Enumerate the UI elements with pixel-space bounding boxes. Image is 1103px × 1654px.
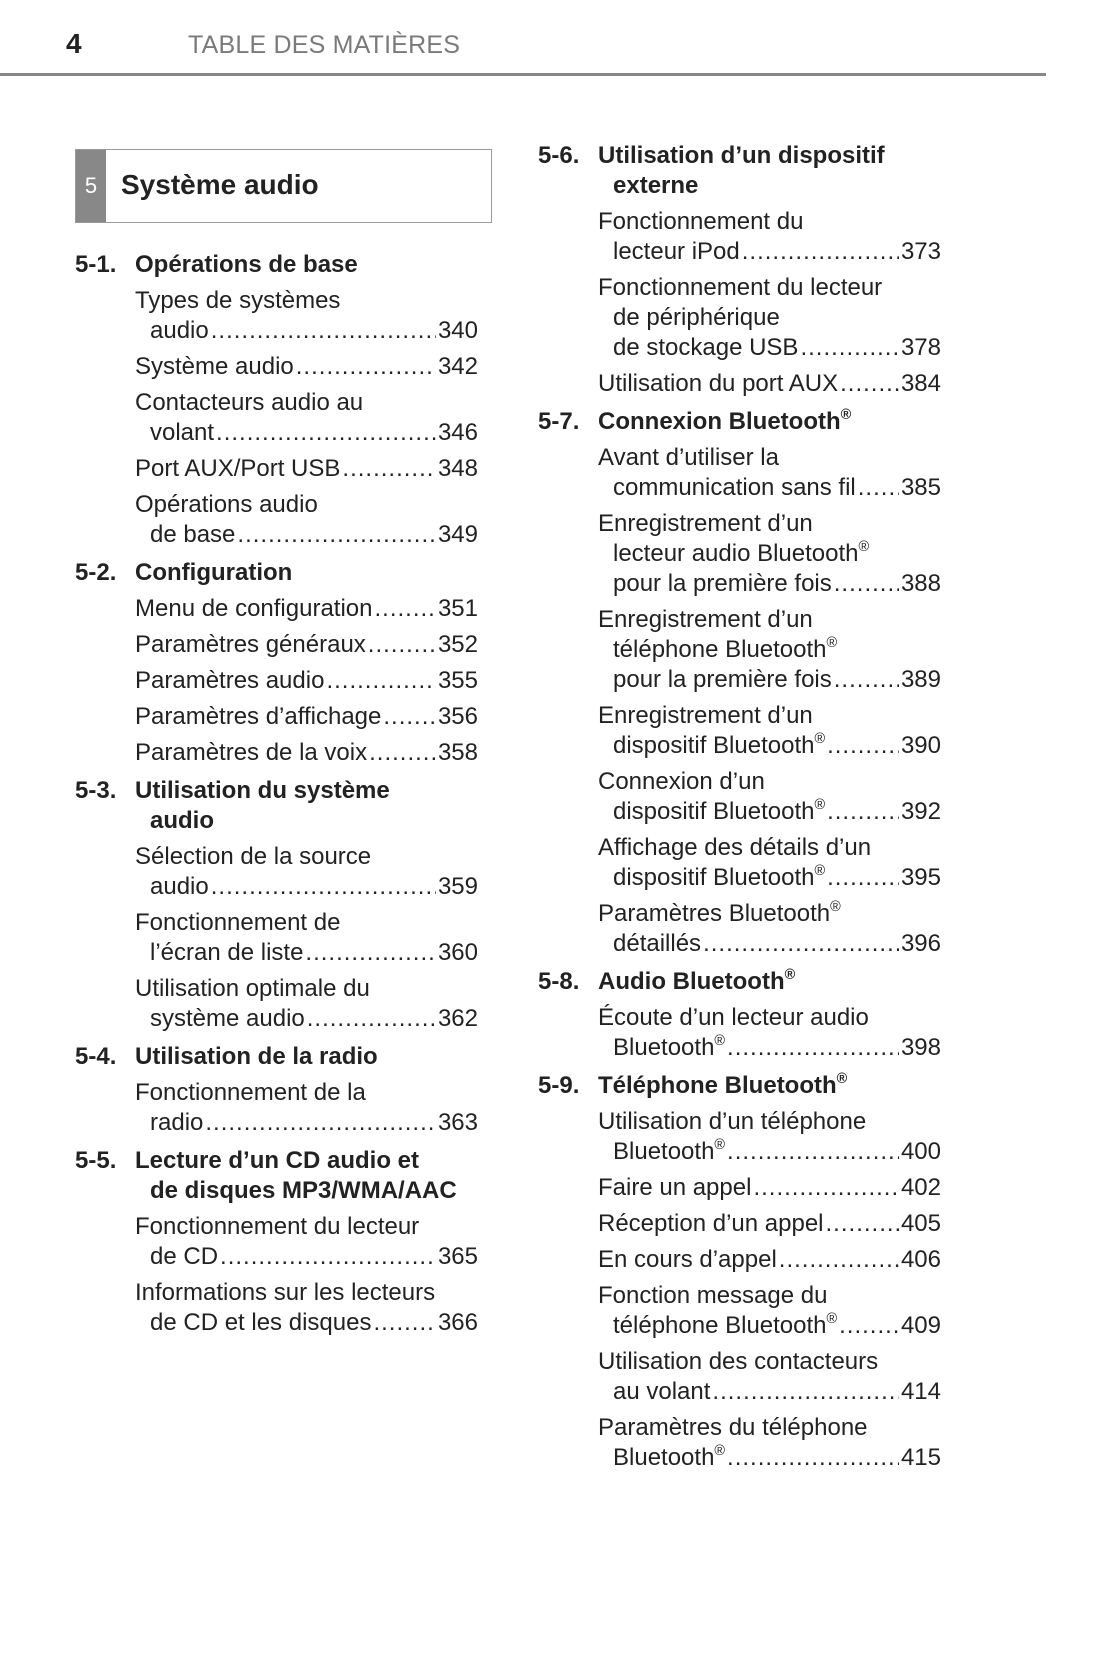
entry-page-number: 355 [437, 667, 478, 694]
entry-text-line: Menu de configuration [135, 595, 373, 622]
entry-last-line [598, 797, 941, 827]
section-heading[interactable] [75, 1146, 478, 1206]
dot-leader [827, 797, 899, 827]
entry-last-line [135, 418, 478, 448]
section-number: 5-8. [538, 968, 580, 995]
entry-last-line [135, 738, 478, 768]
entry-text-line: audio [150, 317, 209, 344]
section-heading[interactable] [75, 776, 478, 836]
section-title-line: Audio Bluetooth® [598, 966, 796, 995]
entry-text-line: Enregistrement d’un [598, 702, 813, 729]
section-title [598, 1071, 941, 1101]
dot-leader [369, 738, 436, 768]
section-title-line: externe [613, 172, 699, 199]
entry-page-number: 385 [900, 474, 941, 501]
toc-entry[interactable] [135, 454, 478, 484]
entry-last-line [135, 1004, 478, 1034]
entry-page-number: 358 [437, 739, 478, 766]
entry-text-line: dispositif Bluetooth® [613, 796, 826, 825]
toc-section [75, 1146, 478, 1338]
toc-entry[interactable] [135, 974, 478, 1034]
toc-section [538, 407, 941, 959]
toc-entry[interactable] [598, 1209, 941, 1239]
toc-entry[interactable] [135, 630, 478, 660]
toc-entry[interactable] [598, 1413, 941, 1473]
entry-text-line: audio [150, 873, 209, 900]
entry-text-line: Contacteurs audio au [135, 389, 364, 416]
entry-text-line: Enregistrement d’un [598, 606, 813, 633]
entry-page-number: 352 [437, 631, 478, 658]
toc-entry[interactable] [135, 490, 478, 550]
entry-text-line: Affichage des détails d’un [598, 834, 872, 861]
toc-entry[interactable] [135, 842, 478, 902]
entry-last-line [598, 333, 941, 363]
entry-page-number: 406 [900, 1246, 941, 1273]
entry-last-line [135, 1308, 478, 1338]
entry-text-line: Utilisation d’un téléphone [598, 1108, 867, 1135]
dot-leader [858, 473, 899, 503]
dot-leader [220, 1242, 436, 1272]
entry-page-number: 398 [900, 1034, 941, 1061]
toc-entry[interactable] [135, 702, 478, 732]
entry-text-line: dispositif Bluetooth® [613, 862, 826, 891]
toc-entry[interactable] [135, 352, 478, 382]
dot-leader [800, 333, 899, 363]
toc-section [538, 141, 941, 399]
section-title [598, 407, 941, 437]
section-title [135, 1042, 478, 1072]
dot-leader [307, 1004, 436, 1034]
entry-last-line [598, 1033, 941, 1063]
dot-leader [383, 702, 436, 732]
section-number: 5-2. [75, 559, 117, 586]
entry-last-line [135, 938, 478, 968]
section-number: 5-3. [75, 777, 117, 804]
section-number: 5-9. [538, 1072, 580, 1099]
toc-column-left [75, 250, 478, 1338]
entry-text-line: détaillés [613, 930, 702, 957]
entry-text-line: Fonctionnement de la [135, 1079, 366, 1106]
entry-last-line [598, 1377, 941, 1407]
entry-last-line [135, 872, 478, 902]
toc-entry[interactable] [598, 1003, 941, 1063]
entry-last-line [598, 1245, 941, 1275]
dot-leader [834, 569, 899, 599]
dot-leader [703, 929, 899, 959]
dot-leader [727, 1443, 899, 1473]
entry-last-line [598, 369, 941, 399]
entry-last-line [598, 1443, 941, 1473]
entry-page-number: 400 [900, 1138, 941, 1165]
entry-page-number: 390 [900, 732, 941, 759]
entry-last-line [598, 1311, 941, 1341]
toc-entry[interactable] [598, 1173, 941, 1203]
entry-last-line [598, 1173, 941, 1203]
entry-last-line [598, 1209, 941, 1239]
entry-page-number: 392 [900, 798, 941, 825]
section-title [135, 250, 478, 280]
entry-page-number: 348 [437, 455, 478, 482]
dot-leader [727, 1137, 899, 1167]
section-heading[interactable] [538, 141, 941, 201]
section-heading[interactable] [75, 558, 478, 588]
entry-last-line [135, 666, 478, 696]
section-number: 5-7. [538, 408, 580, 435]
entry-text-line: pour la première fois [613, 570, 832, 597]
entry-text-line: téléphone Bluetooth® [613, 1310, 838, 1339]
entry-text-line: Utilisation des contacteurs [598, 1348, 879, 1375]
toc-entry[interactable] [135, 666, 478, 696]
entry-text-line: de CD [150, 1243, 219, 1270]
entry-page-number: 360 [437, 939, 478, 966]
entry-text-line: communication sans fil [613, 474, 856, 501]
entry-text-line: Paramètres Bluetooth® [598, 898, 841, 927]
dot-leader [753, 1173, 899, 1203]
page-number: 4 [66, 28, 82, 59]
chapter-title: Système audio [121, 169, 319, 200]
entry-page-number: 365 [437, 1243, 478, 1270]
section-title-line: Lecture d’un CD audio et [135, 1147, 420, 1174]
entry-text-line: En cours d’appel [598, 1246, 777, 1273]
entry-text-line: Écoute d’un lecteur audio [598, 1004, 869, 1031]
entry-page-number: 362 [437, 1005, 478, 1032]
section-title-line: Opérations de base [135, 251, 358, 278]
entry-last-line [135, 520, 478, 550]
section-heading[interactable] [75, 250, 478, 280]
dot-leader [839, 1311, 899, 1341]
toc-entry[interactable] [135, 388, 478, 448]
section-title-line: de disques MP3/WMA/AAC [150, 1177, 457, 1204]
section-title [135, 1146, 478, 1206]
dot-leader [742, 237, 899, 267]
entry-last-line [598, 665, 941, 695]
header-divider [0, 73, 1046, 76]
section-title-line: Utilisation de la radio [135, 1043, 378, 1070]
dot-leader [373, 1308, 436, 1338]
entry-last-line [135, 1242, 478, 1272]
dot-leader [296, 352, 436, 382]
entry-text-line: Connexion d’un [598, 768, 765, 795]
toc-entry[interactable] [135, 738, 478, 768]
toc-entry[interactable] [598, 767, 941, 827]
toc-section [75, 1042, 478, 1138]
section-title-line: Connexion Bluetooth® [598, 406, 852, 435]
entry-last-line [598, 569, 941, 599]
entry-text-line: Bluetooth® [613, 1442, 726, 1471]
toc-entry[interactable] [135, 1278, 478, 1338]
toc-entry[interactable] [598, 1281, 941, 1341]
toc-entry[interactable] [598, 207, 941, 267]
section-title [135, 558, 478, 588]
entry-page-number: 396 [900, 930, 941, 957]
toc-entry[interactable] [135, 594, 478, 624]
entry-text-line: Utilisation optimale du [135, 975, 370, 1002]
entry-last-line [598, 473, 941, 503]
toc-section [538, 1071, 941, 1473]
entry-text-line: pour la première fois [613, 666, 832, 693]
dot-leader [305, 938, 436, 968]
dot-leader [368, 630, 436, 660]
section-title-line: Configuration [135, 559, 293, 586]
entry-text-line: de CD et les disques [150, 1309, 372, 1336]
dot-leader [840, 369, 899, 399]
dot-leader [237, 520, 436, 550]
toc-entry[interactable] [135, 908, 478, 968]
toc-entry[interactable] [598, 833, 941, 893]
toc-column-right [538, 141, 941, 1473]
entry-page-number: 395 [900, 864, 941, 891]
dot-leader [326, 666, 436, 696]
entry-text-line: de base [150, 521, 236, 548]
toc-entry[interactable] [598, 605, 941, 695]
entry-text-line: Faire un appel [598, 1174, 752, 1201]
toc-entry[interactable] [135, 1212, 478, 1272]
entry-text-line: Paramètres audio [135, 667, 325, 694]
entry-page-number: 378 [900, 334, 941, 361]
entry-page-number: 405 [900, 1210, 941, 1237]
dot-leader [712, 1377, 899, 1407]
entry-text-line: Opérations audio [135, 491, 318, 518]
entry-text-line: Fonction message du [598, 1282, 828, 1309]
entry-text-line: Paramètres de la voix [135, 739, 368, 766]
entry-text-line: lecteur audio Bluetooth® [613, 538, 870, 567]
entry-page-number: 340 [437, 317, 478, 344]
toc-entry[interactable] [598, 1347, 941, 1407]
section-number: 5-6. [538, 142, 580, 169]
entry-last-line [135, 454, 478, 484]
section-title-line: Utilisation d’un dispositif [598, 142, 885, 169]
entry-text-line: radio [150, 1109, 204, 1136]
section-number: 5-1. [75, 251, 117, 278]
toc-entry[interactable] [598, 1107, 941, 1167]
section-number: 5-5. [75, 1147, 117, 1174]
section-title-line: audio [150, 807, 214, 834]
toc-section [538, 967, 941, 1063]
running-header-title: TABLE DES MATIÈRES [188, 31, 461, 59]
dot-leader [779, 1245, 899, 1275]
section-title-line: Utilisation du système [135, 777, 390, 804]
entry-text-line: Fonctionnement du [598, 208, 804, 235]
entry-last-line [598, 929, 941, 959]
entry-page-number: 402 [900, 1174, 941, 1201]
section-heading[interactable] [538, 967, 941, 997]
entry-last-line [135, 352, 478, 382]
toc-entry[interactable] [135, 1078, 478, 1138]
toc-entry[interactable] [598, 273, 941, 363]
entry-text-line: Port AUX/Port USB [135, 455, 341, 482]
entry-page-number: 389 [900, 666, 941, 693]
entry-text-line: l’écran de liste [150, 939, 304, 966]
section-heading[interactable] [538, 1071, 941, 1101]
entry-text-line: Sélection de la source [135, 843, 372, 870]
entry-text-line: téléphone Bluetooth® [613, 634, 838, 663]
entry-page-number: 342 [437, 353, 478, 380]
toc-entry[interactable] [598, 443, 941, 503]
toc-entry[interactable] [598, 701, 941, 761]
entry-last-line [598, 863, 941, 893]
toc-entry[interactable] [598, 509, 941, 599]
section-title [135, 776, 478, 836]
dot-leader [727, 1033, 899, 1063]
toc-entry[interactable] [598, 899, 941, 959]
entry-page-number: 388 [900, 570, 941, 597]
section-number: 5-4. [75, 1043, 117, 1070]
entry-page-number: 349 [437, 521, 478, 548]
entry-last-line [135, 316, 478, 346]
entry-text-line: Fonctionnement du lecteur [598, 274, 883, 301]
entry-text-line: Types de systèmes [135, 287, 341, 314]
toc-section [75, 558, 478, 768]
entry-text-line: Paramètres d’affichage [135, 703, 382, 730]
entry-text-line: volant [150, 419, 215, 446]
toc-entry[interactable] [135, 286, 478, 346]
entry-text-line: Fonctionnement du lecteur [135, 1213, 420, 1240]
dot-leader [342, 454, 436, 484]
entry-text-line: Utilisation du port AUX [598, 370, 839, 397]
entry-page-number: 363 [437, 1109, 478, 1136]
entry-text-line: Réception d’un appel [598, 1210, 824, 1237]
entry-last-line [598, 237, 941, 267]
entry-text-line: Informations sur les lecteurs [135, 1279, 436, 1306]
entry-page-number: 346 [437, 419, 478, 446]
entry-last-line [135, 594, 478, 624]
entry-page-number: 351 [437, 595, 478, 622]
entry-text-line: système audio [150, 1005, 305, 1032]
dot-leader [216, 418, 436, 448]
entry-text-line: lecteur iPod [613, 238, 740, 265]
chapter-number-tab: 5 [76, 150, 106, 222]
dot-leader [826, 1209, 899, 1239]
entry-last-line [135, 630, 478, 660]
section-title [598, 141, 941, 201]
entry-text-line: au volant [613, 1378, 711, 1405]
entry-text-line: Avant d’utiliser la [598, 444, 779, 471]
toc-entry[interactable] [598, 369, 941, 399]
dot-leader [211, 316, 436, 346]
section-title-line: Téléphone Bluetooth® [598, 1070, 848, 1099]
entry-text-line: Système audio [135, 353, 294, 380]
entry-text-line: dispositif Bluetooth® [613, 730, 826, 759]
entry-last-line [135, 1108, 478, 1138]
toc-section [75, 250, 478, 550]
entry-text-line: de périphérique [613, 304, 780, 331]
entry-page-number: 356 [437, 703, 478, 730]
entry-page-number: 414 [900, 1378, 941, 1405]
dot-leader [834, 665, 899, 695]
section-heading[interactable] [75, 1042, 478, 1072]
entry-page-number: 409 [900, 1312, 941, 1339]
entry-text-line: Enregistrement d’un [598, 510, 813, 537]
entry-page-number: 366 [437, 1309, 478, 1336]
entry-page-number: 415 [900, 1444, 941, 1471]
dot-leader [827, 863, 899, 893]
entry-text-line: Fonctionnement de [135, 909, 341, 936]
dot-leader [205, 1108, 436, 1138]
chapter-heading-box [75, 149, 492, 223]
entry-last-line [135, 702, 478, 732]
dot-leader [827, 731, 899, 761]
entry-text-line: Paramètres du téléphone [598, 1414, 868, 1441]
entry-text-line: Bluetooth® [613, 1136, 726, 1165]
toc-section [75, 776, 478, 1034]
entry-last-line [598, 731, 941, 761]
section-heading[interactable] [538, 407, 941, 437]
section-title [598, 967, 941, 997]
entry-text-line: Bluetooth® [613, 1032, 726, 1061]
dot-leader [211, 872, 436, 902]
entry-page-number: 384 [900, 370, 941, 397]
toc-entry[interactable] [598, 1245, 941, 1275]
entry-text-line: Paramètres généraux [135, 631, 366, 658]
entry-page-number: 373 [900, 238, 941, 265]
dot-leader [375, 594, 436, 624]
entry-page-number: 359 [437, 873, 478, 900]
entry-last-line [598, 1137, 941, 1167]
entry-text-line: de stockage USB [613, 334, 799, 361]
